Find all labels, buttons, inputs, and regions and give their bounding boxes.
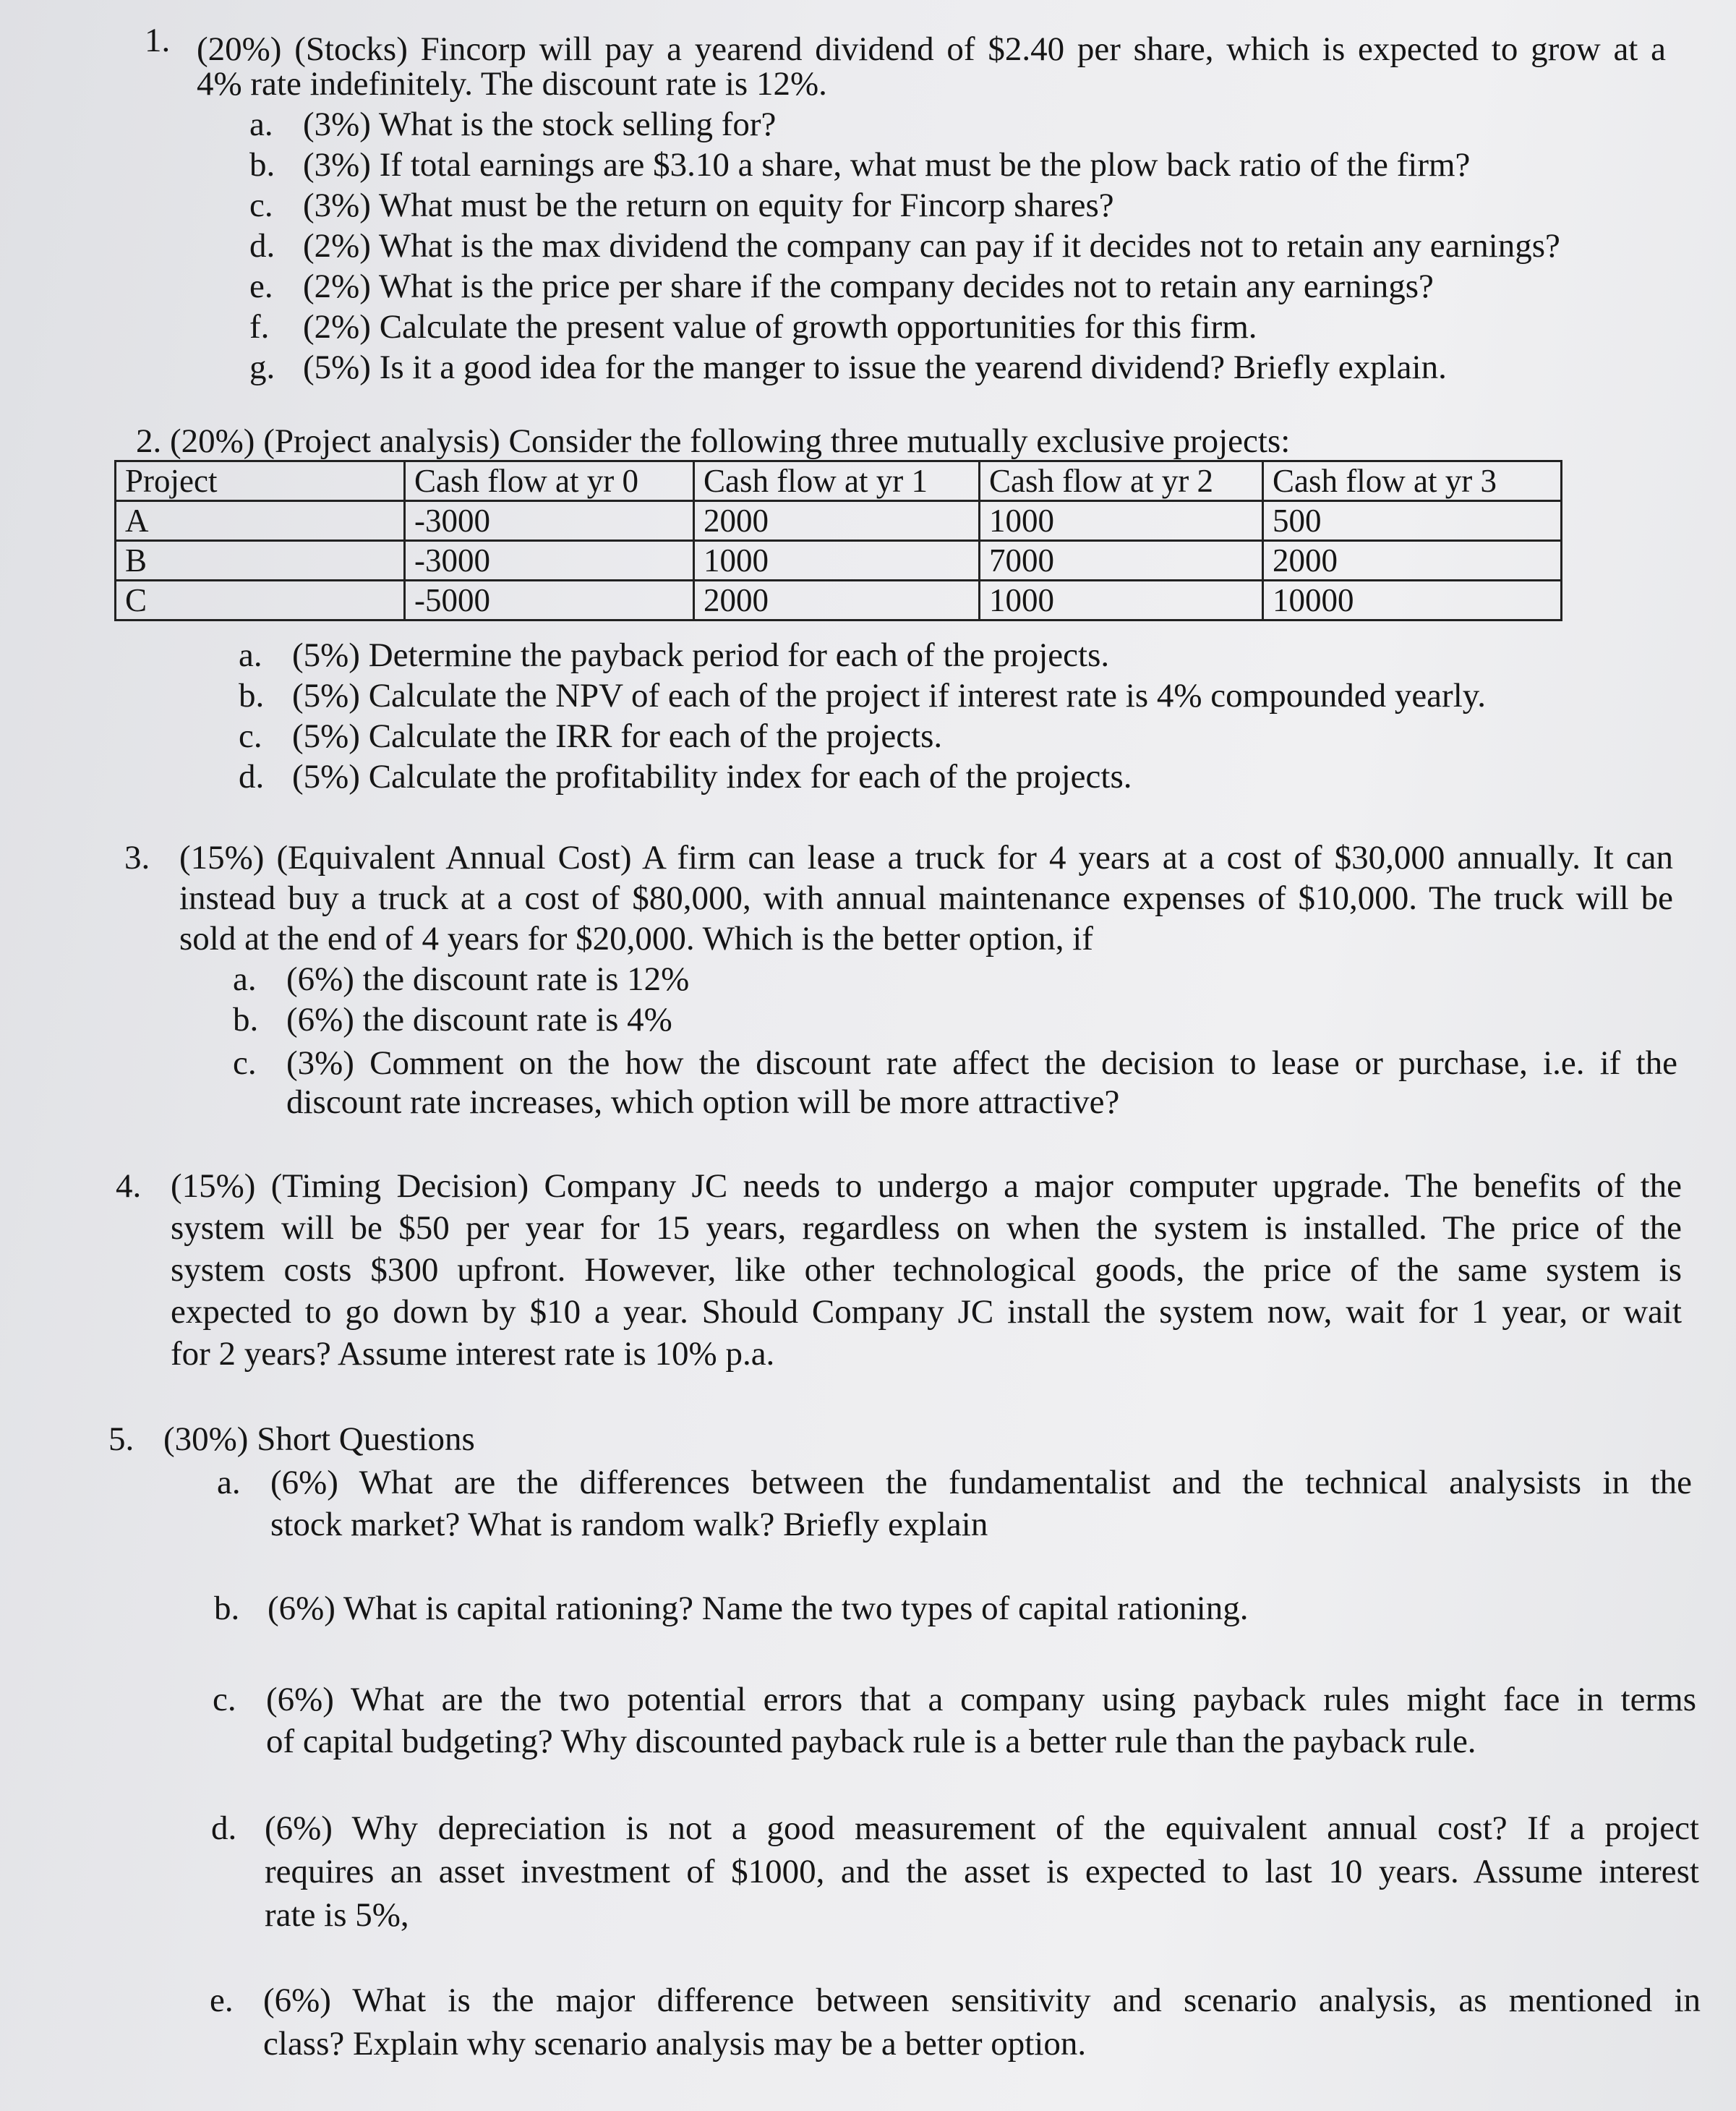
table-cell: 1000 xyxy=(980,501,1263,541)
table-header-cell: Cash flow at yr 2 xyxy=(980,461,1263,501)
table-cell: 500 xyxy=(1263,501,1562,541)
table-cell: -5000 xyxy=(405,581,694,620)
q2-heading: 2. (20%) (Project analysis) Consider the following three mutually exclusive projects: xyxy=(136,422,1291,460)
q2-item-d: d. (5%) Calculate the profitability index for each of the projects. xyxy=(239,758,1132,796)
table-cell: 1000 xyxy=(980,581,1263,620)
q5-item-c-cont: of capital budgeting? Why discounted payback rule is a better rule than the payback rule. xyxy=(266,1723,1476,1760)
q1-item-d: d. (2%) What is the max dividend the company can pay if it decides not to retain any earnings? xyxy=(249,227,1560,265)
cash-flow-table xyxy=(114,460,1562,621)
q5-item-b: b. (6%) What is capital rationing? Name the two types of capital rationing. xyxy=(214,1590,1249,1627)
q1-item-a: a. (3%) What is the stock selling for? xyxy=(249,106,777,143)
q4-line4: expected to go down by $10 a year. Should Company JC install the system now, wait for 1 year, or wait xyxy=(171,1293,1682,1331)
table-cell: C xyxy=(116,581,405,620)
table-cell: 10000 xyxy=(1263,581,1562,620)
q1-item-e: e. (2%) What is the price per share if the company decides not to retain any earnings? xyxy=(249,268,1434,305)
table-header-row xyxy=(116,461,1562,501)
q2-item-b: b. (5%) Calculate the NPV of each of the project if interest rate is 4% compounded yearly. xyxy=(239,677,1486,715)
q5-item-a: a. (6%) What are the differences between the fundamentalist and the technical analysists in the xyxy=(217,1464,1692,1501)
q3-item-c-cont: discount rate increases, which option will be more attractive? xyxy=(286,1083,1120,1121)
table-cell: 1000 xyxy=(694,541,980,581)
table-cell: B xyxy=(116,541,405,581)
q5-item-c: c. (6%) What are the two potential errors that a company using payback rules might face in terms xyxy=(213,1681,1696,1718)
q1-item-f: f. (2%) Calculate the present value of growth opportunities for this firm. xyxy=(249,308,1257,346)
q5-number: 5. xyxy=(108,1420,134,1458)
table-cell: 2000 xyxy=(694,501,980,541)
q3-item-c: c. (3%) Comment on the how the discount rate affect the decision to lease or purchase, i.e. if the xyxy=(233,1044,1677,1082)
table-cell: -3000 xyxy=(405,501,694,541)
q5-item-a-cont: stock market? What is random walk? Briefly explain xyxy=(270,1506,988,1543)
q1-number: 1. xyxy=(145,22,171,59)
q3-item-b: b. (6%) the discount rate is 4% xyxy=(233,1001,672,1039)
table-row xyxy=(116,581,1562,620)
q3-line2: instead buy a truck at a cost of $80,000, with annual maintenance expenses of $10,000. The truck will be xyxy=(179,879,1673,917)
table-header-cell: Cash flow at yr 0 xyxy=(405,461,694,501)
q5-heading: (30%) Short Questions xyxy=(163,1420,475,1458)
q5-item-e-cont: class? Explain why scenario analysis may be a better option. xyxy=(263,2025,1087,2063)
q1-item-g: g. (5%) Is it a good idea for the manger to issue the yearend dividend? Briefly explain. xyxy=(249,349,1447,386)
q1-item-c: c. (3%) What must be the return on equity for Fincorp shares? xyxy=(249,187,1114,224)
q1-line1: (20%) (Stocks) Fincorp will pay a yearend dividend of $2.40 per share, which is expected to grow at a xyxy=(197,30,1666,68)
table-cell: 7000 xyxy=(980,541,1263,581)
table-cell: 2000 xyxy=(1263,541,1562,581)
q5-item-d-cont2: rate is 5%, xyxy=(265,1896,409,1934)
q2-item-c: c. (5%) Calculate the IRR for each of the projects. xyxy=(239,717,943,755)
table-cell: A xyxy=(116,501,405,541)
table-row xyxy=(116,501,1562,541)
q4-line5: for 2 years? Assume interest rate is 10% p.a. xyxy=(171,1335,775,1373)
q4-number: 4. xyxy=(116,1167,142,1205)
table-cell: 2000 xyxy=(694,581,980,620)
q1-line2: 4% rate indefinitely. The discount rate is 12%. xyxy=(197,65,827,103)
q3-line3: sold at the end of 4 years for $20,000. Which is the better option, if xyxy=(179,920,1093,958)
q3-line1: (15%) (Equivalent Annual Cost) A firm can lease a truck for 4 years at a cost of $30,000 annually. It can xyxy=(179,839,1673,877)
table-header-cell: Cash flow at yr 3 xyxy=(1263,461,1562,501)
table-header-cell: Project xyxy=(116,461,405,501)
q1-item-b: b. (3%) If total earnings are $3.10 a share, what must be the plow back ratio of the firm? xyxy=(249,146,1471,184)
q5-item-e: e. (6%) What is the major difference between sensitivity and scenario analysis, as mentioned in xyxy=(210,1982,1701,2019)
q4-line3: system costs $300 upfront. However, like other technological goods, the price of the same system is xyxy=(171,1251,1682,1289)
q5-item-d-cont: requires an asset investment of $1000, and the asset is expected to last 10 years. Assume interest xyxy=(265,1853,1699,1890)
q4-line1: (15%) (Timing Decision) Company JC needs to undergo a major computer upgrade. The benefits of the xyxy=(171,1167,1682,1205)
table-row xyxy=(116,541,1562,581)
q5-item-d: d. (6%) Why depreciation is not a good measurement of the equivalent annual cost? If a project xyxy=(211,1809,1699,1847)
q3-number: 3. xyxy=(124,839,150,877)
table-cell: -3000 xyxy=(405,541,694,581)
q4-line2: system will be $50 per year for 15 years, regardless on when the system is installed. The price of the xyxy=(171,1209,1682,1247)
table-header-cell: Cash flow at yr 1 xyxy=(694,461,980,501)
q3-item-a: a. (6%) the discount rate is 12% xyxy=(233,960,690,998)
q2-item-a: a. (5%) Determine the payback period for each of the projects. xyxy=(239,636,1110,674)
